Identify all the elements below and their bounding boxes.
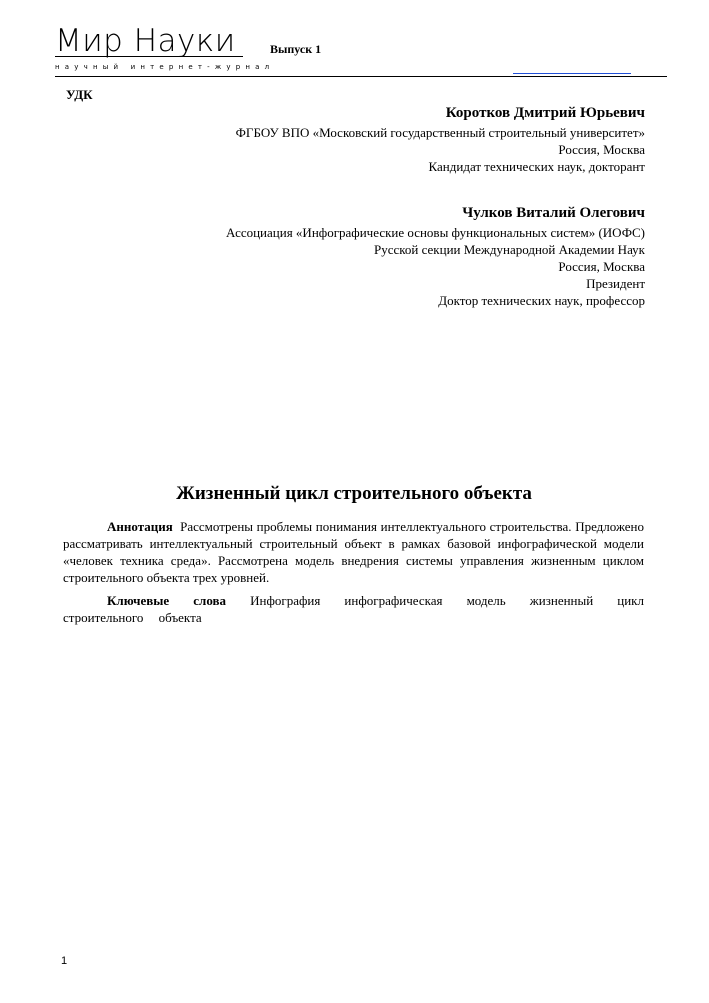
author-degree: Доктор технических наук, профессор xyxy=(438,293,645,308)
journal-logo-title: Мир Науки xyxy=(55,23,236,59)
journal-header xyxy=(55,24,667,84)
issue-number: Выпуск 1 xyxy=(270,42,322,56)
annotation-label: Аннотация xyxy=(107,519,173,534)
annotation-text: Рассмотрены проблемы понимания интеллектуального строительства. Предложено рассматривать интеллектуальный строительный объект в рамках базовой инфографической модели «человек техника среда». Рассмотрена модель внедрения системы управления жизненным циклом строительного объекта трех уровней. xyxy=(63,519,645,585)
author-name: Чулков Виталий Олегович xyxy=(462,205,645,221)
page-number: 1 xyxy=(61,955,68,967)
author-position: Президент xyxy=(586,276,645,291)
author-affiliation: Ассоциация «Инфографические основы функциональных систем» (ИОФС) xyxy=(226,225,645,240)
author-degree: Кандидат технических наук, докторант xyxy=(428,159,645,174)
header-link-underline[interactable] xyxy=(513,73,631,74)
udk-label: УДК xyxy=(66,87,93,102)
author-affiliation: ФГБОУ ВПО «Московский государственный строительный университет» xyxy=(235,125,645,140)
author-name: Коротков Дмитрий Юрьевич xyxy=(445,105,645,121)
author-location: Россия, Москва xyxy=(558,142,645,157)
header-divider xyxy=(55,76,667,77)
author-location: Россия, Москва xyxy=(558,259,645,274)
keywords-label: Ключевые слова xyxy=(107,593,227,608)
author-block-2 xyxy=(226,203,645,309)
article-title: Жизненный цикл строительного объекта xyxy=(176,483,532,504)
keywords-paragraph xyxy=(63,592,644,626)
author-block-1 xyxy=(236,103,645,175)
journal-logo-subtitle: научный интернет-журнал xyxy=(55,63,275,71)
keywords-text: Инфография инфографическая модель жизненный цикл строительного объекта xyxy=(63,593,644,625)
logo-underline xyxy=(55,56,243,57)
author-affiliation-cont: Русской секции Международной Академии Наук xyxy=(373,242,645,257)
annotation-paragraph xyxy=(63,518,644,586)
